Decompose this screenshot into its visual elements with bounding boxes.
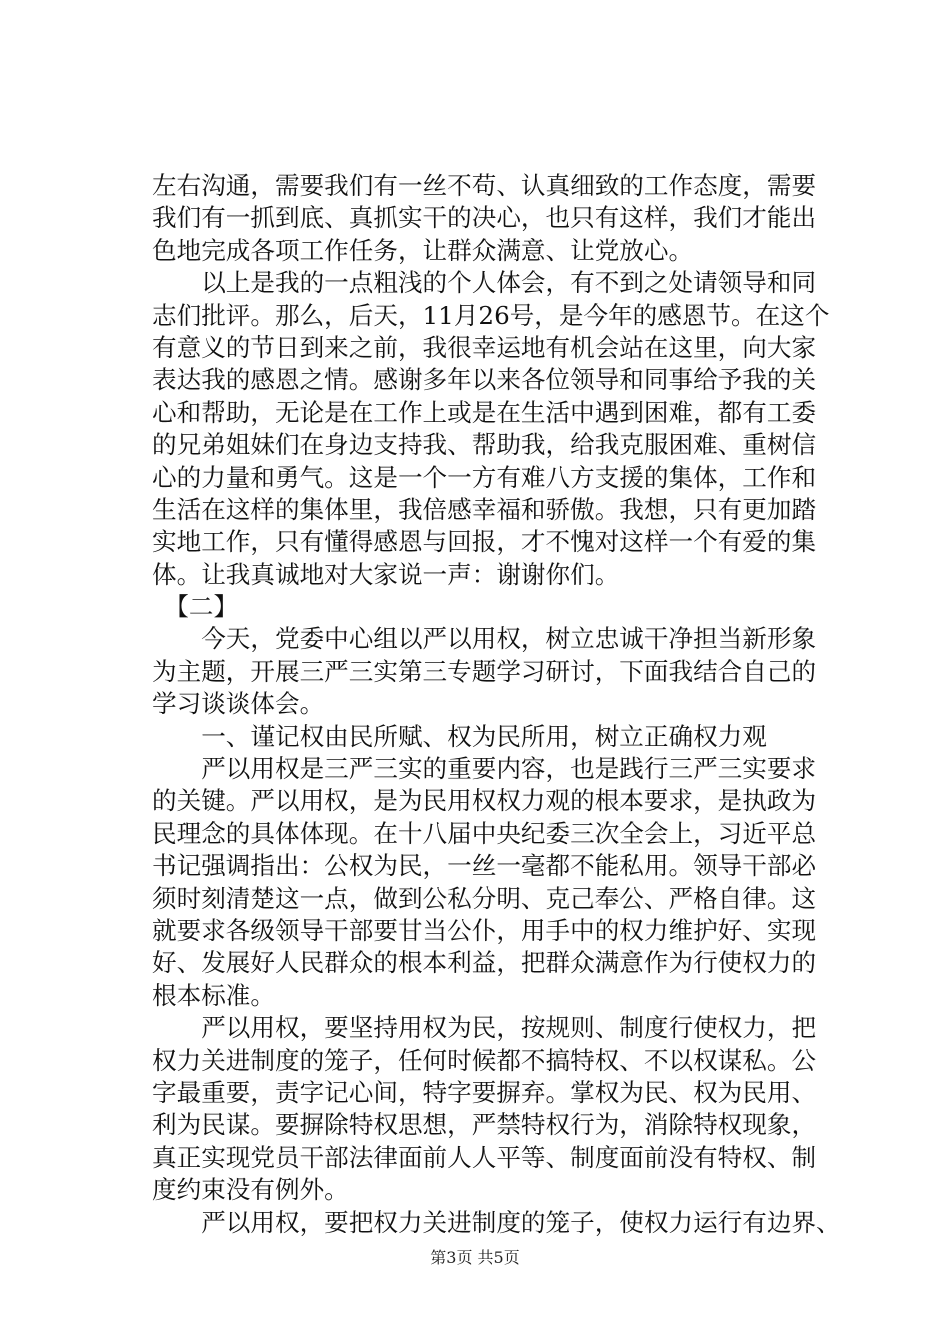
text-line: 好、发展好人民群众的根本利益，把群众满意作为行使权力的 bbox=[152, 948, 817, 978]
text-line: 生活在这样的集体里，我倍感幸福和骄傲。我想，只有更加踏 bbox=[152, 494, 817, 524]
text-line: 以上是我的一点粗浅的个人体会，有不到之处请领导和同 bbox=[152, 268, 817, 298]
text-line: 就要求各级领导干部要甘当公仆，用手中的权力维护好、实现 bbox=[152, 915, 817, 945]
text-line: 体。让我真诚地对大家说一声：谢谢你们。 bbox=[152, 559, 620, 589]
subsection-heading: 一、谨记权由民所赋、权为民所用，树立正确权力观 bbox=[152, 721, 767, 751]
text-line: 左右沟通，需要我们有一丝不苟、认真细致的工作态度，需要 bbox=[152, 171, 817, 200]
text-line: 色地完成各项工作任务，让群众满意、让党放心。 bbox=[152, 235, 694, 265]
text-line: 字最重要，责字记心间，特字要摒弃。掌权为民、权为民用、 bbox=[152, 1077, 817, 1107]
text-line: 度约束没有例外。 bbox=[152, 1175, 349, 1205]
text-line: 利为民谋。要摒除特权思想，严禁特权行为，消除特权现象， bbox=[152, 1110, 817, 1140]
text-line: 真正实现党员干部法律面前人人平等、制度面前没有特权、制 bbox=[152, 1142, 817, 1172]
text-line: 志们批评。那么，后天，11月26号，是今年的感恩节。在这个 bbox=[152, 300, 830, 330]
text-line: 书记强调指出：公权为民，一丝一毫都不能私用。领导干部必 bbox=[152, 851, 817, 881]
text-line: 我们有一抓到底、真抓实干的决心，也只有这样，我们才能出 bbox=[152, 203, 817, 233]
text-line: 的兄弟姐妹们在身边支持我、帮助我，给我克服困难、重树信 bbox=[152, 430, 817, 460]
text-line: 实地工作，只有懂得感恩与回报，才不愧对这样一个有爱的集 bbox=[152, 527, 817, 557]
text-line: 表达我的感恩之情。感谢多年以来各位领导和同事给予我的关 bbox=[152, 365, 817, 395]
text-line: 民理念的具体体现。在十八届中央纪委三次全会上，习近平总 bbox=[152, 818, 817, 848]
text-line: 严以用权是三严三实的重要内容，也是践行三严三实要求 bbox=[152, 754, 817, 784]
document-body bbox=[152, 170, 862, 1239]
text-line: 严以用权，要坚持用权为民，按规则、制度行使权力，把 bbox=[152, 1013, 817, 1043]
section-heading: 【二】 bbox=[152, 592, 239, 622]
text-line: 为主题，开展三严三实第三专题学习研讨，下面我结合自己的 bbox=[152, 656, 817, 686]
text-line: 严以用权，要把权力关进制度的笼子，使权力运行有边界、 bbox=[152, 1207, 841, 1237]
text-line: 今天，党委中心组以严以用权，树立忠诚干净担当新形象 bbox=[152, 624, 817, 654]
text-line: 有意义的节日到来之前，我很幸运地有机会站在这里，向大家 bbox=[152, 332, 817, 362]
text-line: 权力关进制度的笼子，任何时候都不搞特权、不以权谋私。公 bbox=[152, 1045, 817, 1075]
page-footer: 第3页 共5页 bbox=[430, 1248, 520, 1267]
text-line: 须时刻清楚这一点，做到公私分明、克己奉公、严格自律。这 bbox=[152, 883, 817, 913]
text-line: 根本标准。 bbox=[152, 980, 275, 1010]
text-line: 心和帮助，无论是在工作上或是在生活中遇到困难，都有工委 bbox=[152, 397, 817, 427]
text-line: 学习谈谈体会。 bbox=[152, 689, 325, 719]
text-line: 心的力量和勇气。这是一个一方有难八方支援的集体，工作和 bbox=[152, 462, 817, 492]
text-line: 的关键。严以用权，是为民用权权力观的根本要求，是执政为 bbox=[152, 786, 817, 816]
